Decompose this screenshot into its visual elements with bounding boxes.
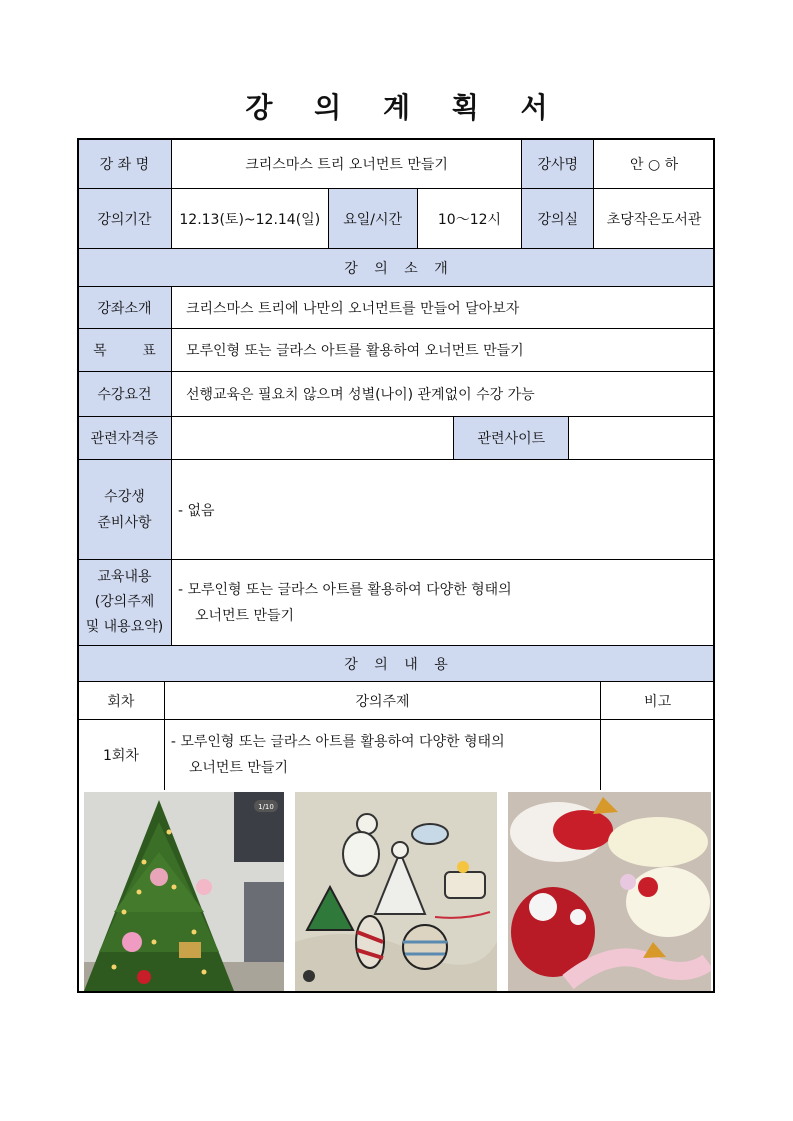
course-name-label: 강 좌 명 [78,139,172,189]
preparation-label-line-2: 준비사항 [97,514,152,531]
instructor-value: 안 ○ 하 [594,139,715,189]
goal-label: 목 표 [78,329,172,372]
summary-label: 강좌소개 [78,287,172,329]
photo-counter: 1/10 [258,803,274,811]
summary-value: 크리스마스 트리에 나만의 오너먼트를 만들어 달아보자 [171,287,714,329]
session-cell: 1회차 [78,720,165,791]
content-label-line-1: 교육내용 [97,569,152,585]
document-title: 강 의 계 획 서 [245,91,564,124]
preparation-value: - 없음 [171,460,714,560]
header-topic: 강의주제 [164,682,600,720]
document-frame [77,138,715,993]
content-label-line-2: (강의주제 [94,594,155,610]
room-value: 초당작은도서관 [594,189,715,249]
requirement-label: 수강요건 [78,372,172,417]
period-value: 12.13(토)~12.14(일) [171,189,328,249]
day-time-label: 요일/시간 [328,189,417,249]
topic-line-1: - 모루인형 또는 글라스 아트를 활용하여 다양한 형태의 [170,734,505,750]
content-label-line-3: 및 내용요약) [85,619,164,635]
period-label: 강의기간 [78,189,172,249]
topic-line-2: 오너먼트 만들기 [188,760,288,776]
certificate-label: 관련자격증 [78,417,172,460]
content-section-header: 강 의 내 용 [78,646,715,682]
site-label: 관련사이트 [454,417,569,460]
content-line-2: 오너먼트 만들기 [194,607,295,624]
course-name-value: 크리스마스 트리 오너먼트 만들기 [171,139,522,189]
content-line-1: - 모루인형 또는 글라스 아트를 활용하여 다양한 형태의 [177,581,512,598]
header-session: 회차 [78,682,165,720]
instructor-label: 강사명 [522,139,594,189]
preparation-label-line-1: 수강생 [104,488,145,505]
goal-value: 모루인형 또는 글라스 아트를 활용하여 오너먼트 만들기 [171,329,714,372]
intro-section-header: 강 의 소 개 [78,249,715,287]
day-time-value: 10～12시 [417,189,522,249]
requirement-value: 선행교육은 필요치 않으며 성별(나이) 관계없이 수강 가능 [171,372,714,417]
header-note: 비고 [601,682,715,720]
room-label: 강의실 [522,189,594,249]
